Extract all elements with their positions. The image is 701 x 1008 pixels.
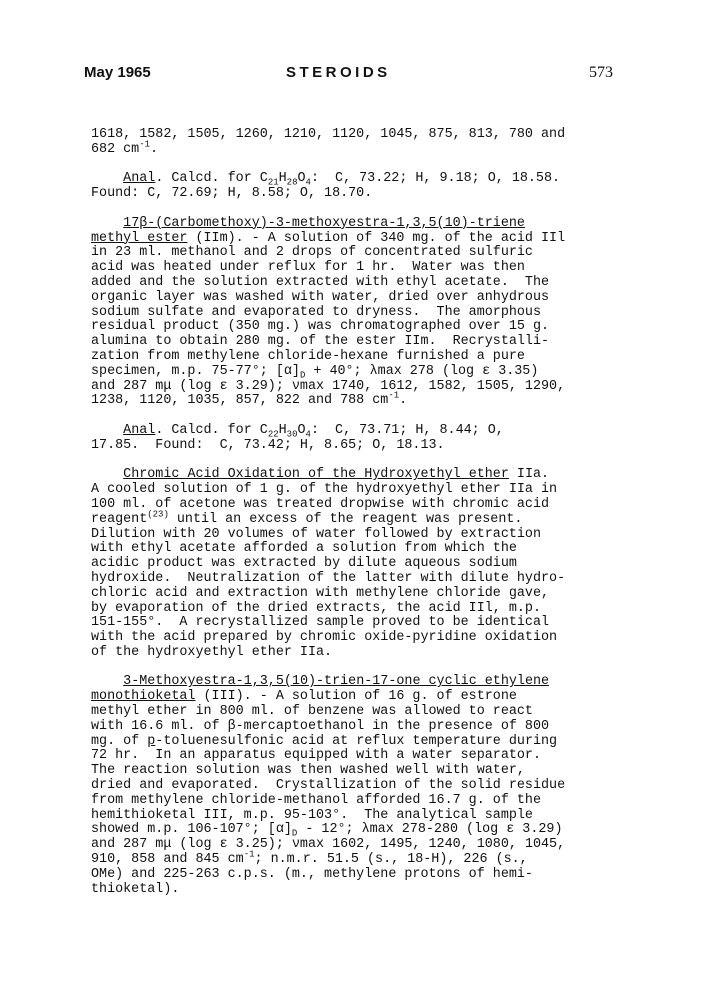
- text-line: [91, 350, 611, 365]
- text-segment: .: [150, 141, 159, 157]
- text-segment: mg. of: [91, 733, 148, 749]
- text-segment: and 287 mμ (log ε 3.29); νmax 1740, 1612, 1582, 1505, 1290,: [91, 378, 566, 394]
- paragraph: [91, 172, 611, 202]
- text-line: [91, 261, 611, 276]
- subscript: D: [299, 370, 306, 381]
- text-segment: thioketal).: [91, 881, 180, 897]
- paragraph: [91, 128, 611, 158]
- text-segment: - 12°; λmax 278-280 (log ε 3.29): [297, 822, 563, 838]
- superscript: -1: [139, 139, 151, 150]
- text-segment: chloric acid and extraction with methylene chloride gave,: [91, 585, 550, 601]
- text-segment: added and the solution extracted with ethyl acetate. The: [91, 274, 550, 290]
- text-line: [91, 823, 611, 838]
- subscript: 4: [305, 429, 311, 440]
- text-segment: 72 hr. In an apparatus equipped with a water separator.: [91, 748, 541, 764]
- text-line: [91, 320, 611, 335]
- text-line: [91, 883, 611, 898]
- text-segment: showed m.p. 106-107°; [α]: [91, 822, 292, 838]
- text-line: [91, 232, 611, 247]
- paragraph: [91, 675, 611, 897]
- text-segment: 151-155°. A recrystallized sample proved to be identical: [91, 615, 550, 631]
- text-segment: zation from methylene chloride-hexane furnished a pure: [91, 348, 525, 364]
- text-line: [91, 749, 611, 764]
- subscript: 21: [267, 178, 279, 189]
- text-line: [91, 528, 611, 543]
- text-segment: from methylene chloride-methanol afforded 16.7 g. of the: [91, 792, 541, 808]
- text-line: [91, 291, 611, 306]
- text-segment: H: [278, 422, 287, 438]
- superscript: -1: [388, 390, 400, 401]
- text-segment: . Calcd. for C: [155, 422, 268, 438]
- page-number: 573: [589, 64, 613, 81]
- text-line: [91, 172, 611, 187]
- text-line: [91, 246, 611, 261]
- text-segment: 3-Methoxyestra-1,3,5(10)-trien-17-one cyclic ethylene: [123, 674, 550, 690]
- text-line: [91, 779, 611, 794]
- text-segment: IIa.: [508, 467, 550, 483]
- article-body: [91, 128, 611, 912]
- text-line: [91, 690, 611, 705]
- subscript: 4: [305, 178, 311, 189]
- text-line: [91, 509, 611, 528]
- text-line: [91, 498, 611, 513]
- text-line: [91, 390, 611, 409]
- text-line: [91, 602, 611, 617]
- text-segment: organic layer was washed with water, dried over anhydrous: [91, 289, 550, 305]
- text-segment: 17.85. Found: C, 73.42; H, 8.65; O, 18.13.: [91, 437, 445, 453]
- text-segment: Dilution with 20 volumes of water followed by extraction: [91, 526, 541, 542]
- text-segment: alumina to obtain 280 mg. of the ester IIm. Recrystalli-: [91, 334, 550, 350]
- text-segment: [91, 467, 123, 482]
- text-segment: ; n.m.r. 51.5 (s., 18-H), 226 (s.,: [254, 852, 528, 868]
- text-segment: Found: C, 72.69; H, 8.58; O, 18.70.: [91, 186, 373, 202]
- text-line: [91, 276, 611, 291]
- text-segment: H: [278, 171, 287, 187]
- text-line: [91, 217, 611, 232]
- text-segment: acid was heated under reflux for 1 hr. Water was then: [91, 260, 525, 276]
- superscript: -1: [243, 849, 255, 860]
- text-segment: by evaporation of the dried extracts, the acid IIl, m.p.: [91, 600, 541, 616]
- text-segment: : C, 73.71; H, 8.44; O,: [310, 422, 504, 438]
- text-line: [91, 735, 611, 750]
- text-line: [91, 187, 611, 202]
- text-segment: and 287 mμ (log ε 3.25); νmax 1602, 1495, 1240, 1080, 1045,: [91, 837, 566, 853]
- text-segment: [91, 216, 123, 231]
- text-segment: : C, 73.22; H, 9.18; O, 18.58.: [310, 171, 561, 187]
- text-segment: (III). - A solution of 16 g. of estrone: [195, 689, 517, 705]
- text-segment: reagent: [91, 511, 148, 527]
- superscript: (23): [147, 509, 169, 520]
- text-line: [91, 675, 611, 690]
- text-line: [91, 139, 611, 158]
- text-line: [91, 335, 611, 350]
- paragraph: [91, 468, 611, 660]
- text-line: [91, 557, 611, 572]
- text-segment: with the acid prepared by chromic oxide-pyridine oxidation: [91, 630, 558, 646]
- text-segment: monothioketal: [91, 689, 196, 705]
- text-segment: [91, 423, 123, 438]
- text-segment: of the hydroxyethyl ether IIa.: [91, 644, 333, 660]
- text-line: [91, 794, 611, 809]
- text-segment: hemithioketal III, m.p. 95-103°. The analytical sample: [91, 807, 533, 823]
- text-line: [91, 306, 611, 321]
- text-segment: Chromic Acid Oxidation of the Hydroxyethyl ether: [123, 467, 509, 483]
- paragraph: [91, 217, 611, 409]
- text-line: [91, 849, 611, 868]
- subscript: 22: [267, 429, 279, 440]
- text-line: [91, 424, 611, 439]
- subscript: D: [291, 829, 298, 840]
- text-segment: acidic product was extracted by dilute aqueous sodium: [91, 556, 517, 572]
- text-line: [91, 542, 611, 557]
- text-line: [91, 646, 611, 661]
- subscript: 30: [286, 429, 298, 440]
- text-segment: [91, 171, 123, 186]
- text-line: [91, 468, 611, 483]
- text-segment: residual product (350 mg.) was chromatographed over 15 g.: [91, 319, 550, 335]
- text-segment: 682 cm: [91, 141, 140, 157]
- text-line: [91, 572, 611, 587]
- text-segment: in 23 ml. methanol and 2 drops of concentrated sulfuric: [91, 245, 533, 261]
- text-segment: . Calcd. for C: [155, 171, 268, 187]
- text-segment: until an excess of the reagent was present.: [168, 511, 523, 527]
- text-segment: Anal: [123, 171, 156, 187]
- text-line: [91, 705, 611, 720]
- text-segment: sodium sulfate and evaporated to dryness. The amorphous: [91, 304, 541, 320]
- text-segment: .: [399, 393, 408, 409]
- text-line: [91, 838, 611, 853]
- text-line: [91, 764, 611, 779]
- text-segment: methyl ester: [91, 230, 188, 246]
- subscript: 28: [286, 178, 298, 189]
- text-segment: A cooled solution of 1 g. of the hydroxyethyl ether IIa in: [91, 482, 558, 498]
- text-segment: (IIm). - A solution of 340 mg. of the acid IIl: [187, 230, 566, 246]
- text-line: [91, 631, 611, 646]
- text-segment: with 16.6 ml. of β-mercaptoethanol in the presence of 800: [91, 718, 550, 734]
- text-segment: with ethyl acetate afforded a solution from which the: [91, 541, 517, 557]
- text-segment: Anal: [123, 422, 156, 438]
- text-line: [91, 616, 611, 631]
- text-segment: 1238, 1120, 1035, 857, 822 and 788 cm: [91, 393, 389, 409]
- text-segment: O: [297, 422, 306, 438]
- text-segment: p: [147, 733, 156, 749]
- running-header-journal: STEROIDS: [286, 64, 391, 81]
- text-line: [91, 128, 611, 143]
- text-segment: 1618, 1582, 1505, 1260, 1210, 1120, 1045, 875, 813, 780 and: [91, 127, 566, 142]
- text-segment: + 40°; λmax 278 (log ε 3.35): [305, 363, 539, 379]
- text-line: [91, 809, 611, 824]
- running-header-date: May 1965: [84, 64, 151, 81]
- text-line: [91, 587, 611, 602]
- text-segment: dried and evaporated. Crystallization of the solid residue: [91, 778, 566, 794]
- text-line: [91, 483, 611, 498]
- text-line: [91, 439, 611, 454]
- text-segment: hydroxide. Neutralization of the latter with dilute hydro-: [91, 570, 566, 586]
- text-line: [91, 868, 611, 883]
- text-segment: -toluenesulfonic acid at reflux temperature during: [155, 733, 558, 749]
- text-line: [91, 720, 611, 735]
- text-segment: methyl ether in 800 ml. of benzene was allowed to react: [91, 704, 533, 720]
- text-segment: The reaction solution was then washed well with water,: [91, 763, 525, 779]
- text-line: [91, 365, 611, 380]
- text-segment: 910, 858 and 845 cm: [91, 852, 244, 868]
- text-segment: specimen, m.p. 75-77°; [α]: [91, 363, 300, 379]
- text-segment: [91, 674, 123, 689]
- text-segment: OMe) and 225-263 c.p.s. (m., methylene protons of hemi-: [91, 866, 533, 882]
- text-segment: O: [297, 171, 306, 187]
- text-segment: 17β-(Carbomethoxy)-3-methoxyestra-1,3,5(10)-triene: [123, 215, 525, 231]
- paragraph: [91, 424, 611, 454]
- text-segment: 100 ml. of acetone was treated dropwise with chromic acid: [91, 496, 550, 512]
